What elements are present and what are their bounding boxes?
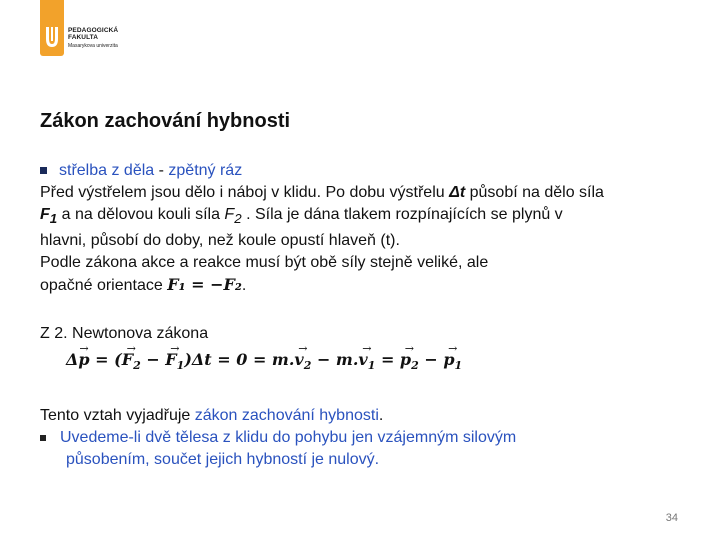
momentum-equation: Δ→ p = (→ $F_2$ − → $F_1)\Delta t = 0 = m.\to v_2 - m.\to v_1$ = → $p_2$ − → $p_1$ [40,349,700,377]
p1-f1-sub: 1 [49,211,58,227]
slide-body [40,160,700,471]
paragraph1-line1 [40,182,700,204]
p1-text-d: . Síla je dána tlakem rozpínajících se plynů v [241,206,563,223]
paragraph2-line1: Podle zákona akce a reakce musí být obě síly stejně veliké, ale [40,254,489,272]
bullet2-line2: působením, součet jejich hybností je nulový. [66,451,380,469]
paragraph1-line2 [40,204,700,230]
p1-f2: F [224,206,235,223]
bullet-marker [40,167,47,174]
p1-delta-t: Δt [449,184,466,201]
conclusion-line [40,405,700,427]
conclusion-end: . [378,407,384,425]
conservation-law-term: zákon zachování hybnosti [194,407,379,425]
paragraph2-line2 [40,274,700,297]
p1-f2-sub: 2 [234,211,242,227]
p1-text-b: působí na dělo síla [465,184,604,201]
faculty-logo [40,0,200,60]
bullet1-subtopic: zpětný ráz [168,162,243,179]
bullet2-line1: Uvedeme-li dvě tělesa z klidu do pohybu jen vzájemným silovým [60,429,517,447]
p1-f1: F [40,206,50,223]
bullet1-topic: střelba z děla [59,162,155,179]
logo-line-2: FAKULTA [68,33,99,41]
p1-text-c: a na dělovou kouli síla [57,206,225,223]
bullet-item-2 [40,427,700,449]
logo-line-1: PEDAGOGICKÁ [68,27,119,34]
bullet-marker [40,435,46,441]
logo-line-3: Masarykova univerzita [68,43,118,49]
bullet1-separator: - [154,162,169,179]
p2-text: opačné orientace [40,277,168,295]
paragraph1-line3: hlavni, působí do doby, než koule opustí hlaveň (t). [40,232,400,250]
force-equation: F₁ = −F₂ [167,275,242,295]
slide-title: Zákon zachování hybnosti [40,110,291,132]
p1-text-a: Před výstřelem jsou dělo i náboj v klidu. Po dobu výstřelu [40,184,450,201]
university-emblem-icon [40,0,64,56]
logo-text [68,28,118,49]
conclusion-text: Tento vztah vyjadřuje [40,407,195,425]
p2-end: . [241,277,247,295]
bullet-item-1 [40,160,700,182]
page-number: 34 [665,512,678,524]
newton-law-label: Z 2. Newtonova zákona [40,325,209,343]
